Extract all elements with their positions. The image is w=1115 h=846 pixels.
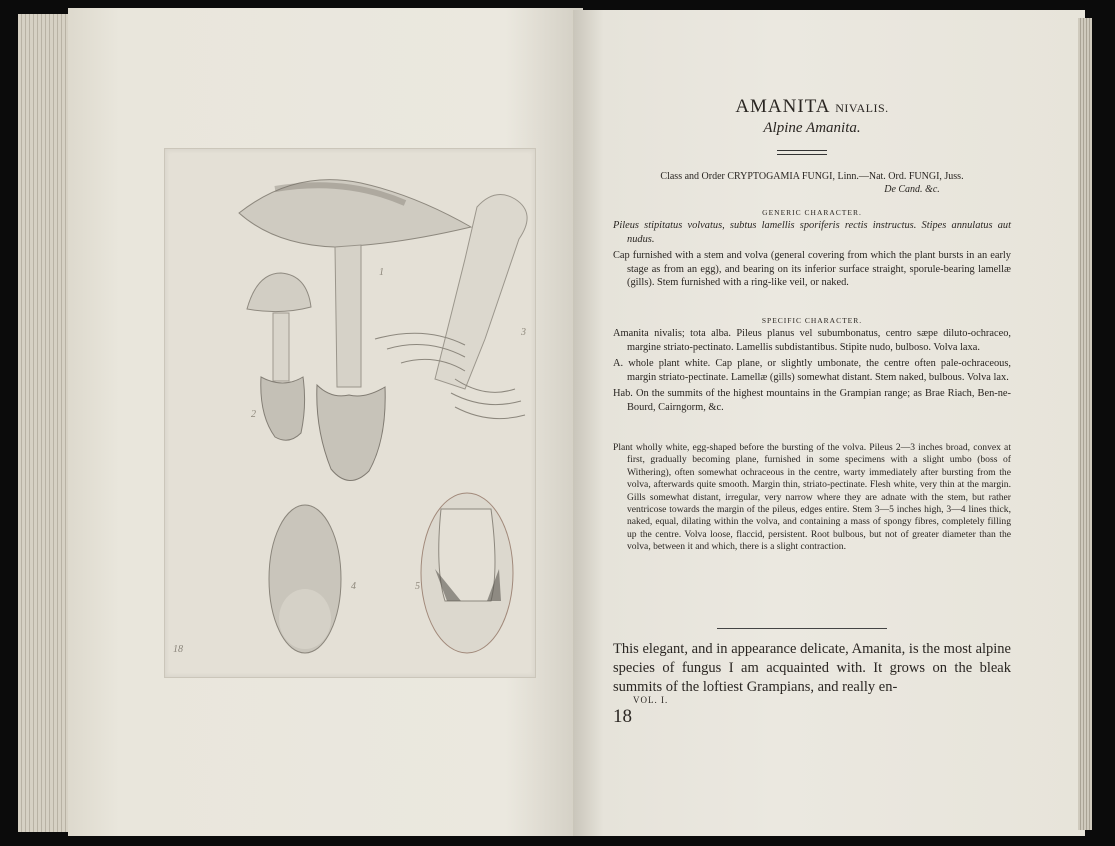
figure-label-2: 2 [251, 409, 256, 420]
right-page [573, 10, 1085, 836]
page-subtitle: Alpine Amanita. [763, 120, 861, 136]
figure-label-1: 1 [379, 267, 384, 278]
right-page-edges [1078, 18, 1092, 830]
figure-label-4: 4 [351, 581, 356, 592]
classification: Class and Order CRYPTOGAMIA FUNGI, Linn.—Nat. Ord. FUNGI, Juss. De Cand. &c. [660, 171, 964, 195]
open-book [18, 8, 1098, 838]
volume-signature: VOL. I. [633, 695, 669, 705]
figure-label-5: 5 [415, 581, 420, 592]
left-page [68, 8, 583, 836]
page-title: AMANITA NIVALIS. [735, 96, 889, 117]
plate-number: 18 [173, 644, 183, 655]
title-rule [777, 150, 827, 155]
section-rule [717, 628, 887, 629]
generic-character: GENERIC CHARACTER. Pileus stipitatus volvatus, subtus lamellis sporiferis rectis instructus. Stipes annulatus aut nudus. Cap furnished with a stem and volva (general covering from which the plant bursts in an early stage as from an egg), and bearing on its inferior surface straight, sporule-bearing lamellæ (gills). Stem furnished with a ring-like veil, or naked. [613, 208, 1011, 288]
figure-label-3: 3 [521, 327, 526, 338]
commentary: This elegant, and in appearance delicate, Amanita, is the most alpine species of fungus I am acquainted with. It grows on the bleak summits of the loftiest Grampians, and really en- [613, 641, 1011, 695]
page-number: 18 [613, 706, 632, 727]
botanical-plate [164, 148, 536, 678]
specific-character: SPECIFIC CHARACTER. Amanita nivalis; tota alba. Pileus planus vel subumbonatus, centro sæpe diluto-ochraceo, margine striato-pectinato. Lamellis subdistantibus. Stipite nudo, bulboso. Volva laxa. A. whole plant white. Cap plane, or slightly umbonate, the centre often pale-ochraceous, margin striato-pectinate. Lamellæ (gills) somewhat distant. Stem naked, bulbous. Volva lax. Hab. On the summits of the highest mountains in the Grampian range; as Brae Riach, Ben-ne-Bourd, Cairngorm, &c. [613, 316, 1011, 413]
mushroom-illustration [165, 149, 535, 677]
description: Plant wholly white, egg-shaped before the bursting of the volva. Pileus 2—3 inches broad, convex at first, gradually becoming plane, furnished in some specimens with a slight umbo (boss of Withering), often somewhat ochraceous in the centre, warty immediately after bursting from the volva, afterwards quite smooth. Margin thin, striato-pectinate. Flesh white, very thin at the margin. Gills somewhat distant, irregular, very narrow where they are adnate with the stem, but rather ventricose towards the margin of the pileus, edges entire. Stem 3—5 inches high, 3—4 lines thick, naked, equal, dilating within the volva, and containing a mass of spongy fibres, completely filling up the centre. Volva loose, flaccid, persistent. Root bulbous, but not of greater diameter than the volva, between it and which, there is a slight contraction. [613, 442, 1011, 553]
